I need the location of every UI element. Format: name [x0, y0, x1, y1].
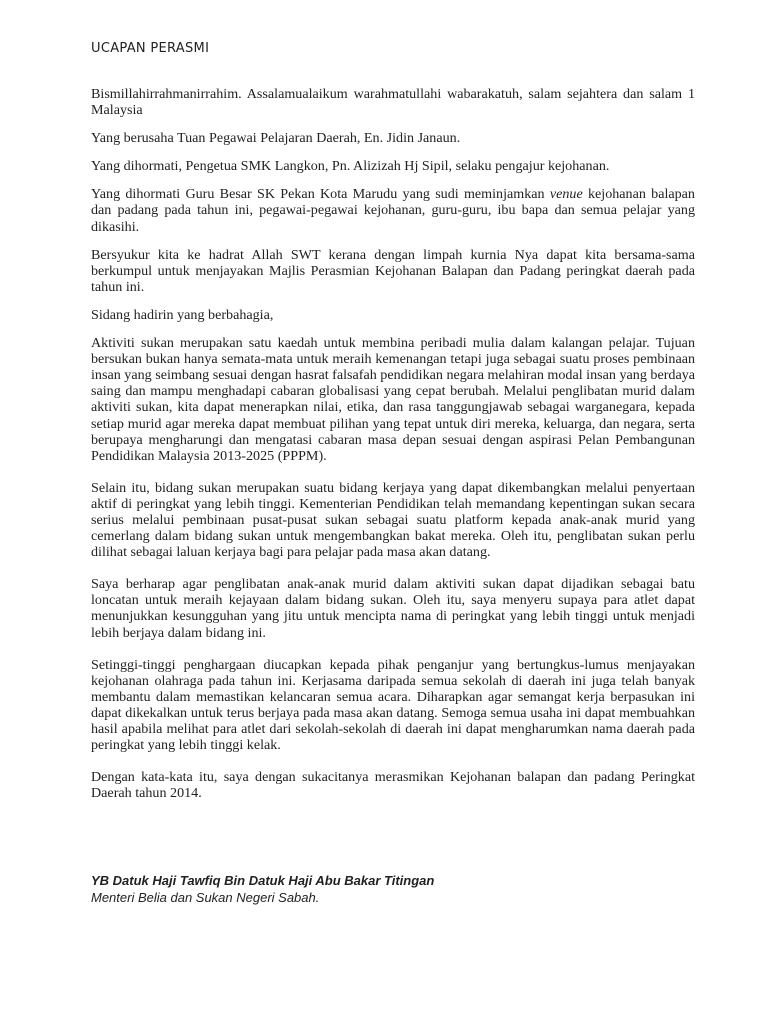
signature-name: YB Datuk Haji Tawfiq Bin Datuk Haji Abu Bakar Titingan	[91, 873, 435, 888]
signature-title: Menteri Belia dan Sukan Negeri Sabah.	[91, 890, 320, 905]
paragraph-gratitude: Bersyukur kita ke hadrat Allah SWT kerana dengan limpah kurnia Nya dapat kita bersama-sama berkumpul untuk menjayakan Majlis Perasmian Kejohanan Balapan dan Padang peringkat daerah pada tahun ini.	[91, 246, 695, 295]
paragraph-text: Yang dihormati Guru Besar SK Pekan Kota Marudu yang sudi meminjamkan	[91, 186, 550, 203]
paragraph-sports-activity: Aktiviti sukan merupakan satu kaedah untuk membina peribadi mulia dalam kalangan pelajar. Tujuan bersukan bukan hanya semata-mata untuk meraih kemenangan tetapi juga sebagai suatu proses pembinaan insan yang seimbang sesuai dengan hasrat falsafah pendidikan negara melahiran modal insan yang berdaya saing dan mampu menghadapi cabaran globalisasi yang cepat berubah. Melalui penglibatan murid dalam aktiviti sukan, kita dapat menerapkan nilai, etika, dan rasa tanggungjawab sebagai warganegara, kepada setiap murid agar mereka dapat membuat pilihan yang tepat untuk diri mereka, keluarga, dan negara, serta berupaya mengharungi dan mengatasi cabaran masa depan sesuai dengan aspirasi Pelan Pembangunan Pendidikan Malaysia 2013-2025 (PPPM).	[91, 335, 695, 464]
paragraph-audience: Sidang hadirin yang berbahagia,	[91, 306, 274, 323]
paragraph-text: kejohanan balapan dan padang pada tahun ini, pegawai-pegawai kejohanan, guru-guru, ibu bapa dan semua pelajar yang dikasihi.	[91, 186, 695, 235]
paragraph-sports-career: Selain itu, bidang sukan merupakan suatu bidang kerjaya yang dapat dikembangkan melalui penyertaan aktif di peringkat yang lebih tinggi. Kementerian Pendidikan telah memandang kepentingan sukan secara serius melalui pembinaan pusat-pusat sukan sebagai suatu platform kepada anak-anak murid yang cemerlang dalam bidang sukan untuk mengembangkan bakat mereka. Oleh itu, penglibatan sukan perlu dilihat sebagai laluan kerjaya bagi para pelajar pada masa akan datang.	[91, 479, 695, 561]
document-heading: UCAPAN PERASMI	[91, 41, 210, 56]
paragraph-closing: Dengan kata-kata itu, saya dengan sukacitanya merasmikan Kejohanan balapan dan padang Peringkat Daerah tahun 2014.	[91, 769, 695, 802]
signature-block	[91, 872, 711, 906]
paragraph-salutation-principal: Yang dihormati, Pengetua SMK Langkon, Pn. Alizizah Hj Sipil, selaku pengajur kejohanan.	[91, 158, 610, 175]
paragraph-greeting: Bismillahirrahmanirrahim. Assalamualaikum warahmatullahi wabarakatuh, salam sejahtera dan salam 1 Malaysia	[91, 86, 695, 119]
italic-word: venue	[549, 186, 583, 203]
paragraph-appreciation: Setinggi-tinggi penghargaan diucapkan kepada pihak penganjur yang bertungkus-lumus menjayakan kejohanan olahraga pada tahun ini. Kerjasama daripada semua sekolah di daerah ini juga telah banyak membantu dalam memastikan kelancaran semua acara. Diharapkan agar semangat kerja berpasukan ini dapat dikekalkan untuk terus berjaya pada masa akan datang. Semoga semua usaha ini dapat membuahkan hasil apabila melihat para atlet dari sekolah-sekolah di daerah ini dapat mengharumkan nama daerah pada peringkat yang lebih tinggi kelak.	[91, 656, 695, 754]
paragraph-salutation-headmaster	[91, 186, 695, 234]
paragraph-salutation-officer: Yang berusaha Tuan Pegawai Pelajaran Daerah, En. Jidin Janaun.	[91, 130, 461, 147]
speech-body	[91, 86, 695, 813]
paragraph-hope: Saya berharap agar penglibatan anak-anak murid dalam aktiviti sukan dapat dijadikan sebagai batu loncatan untuk meraih kejayaan dalam bidang sukan. Oleh itu, saya menyeru supaya para atlet dapat menunjukkan kesungguhan yang jitu untuk mencipta nama di peringkat yang lebih tinggi untuk menjadi lebih berjaya dalam bidang ini.	[91, 576, 695, 641]
